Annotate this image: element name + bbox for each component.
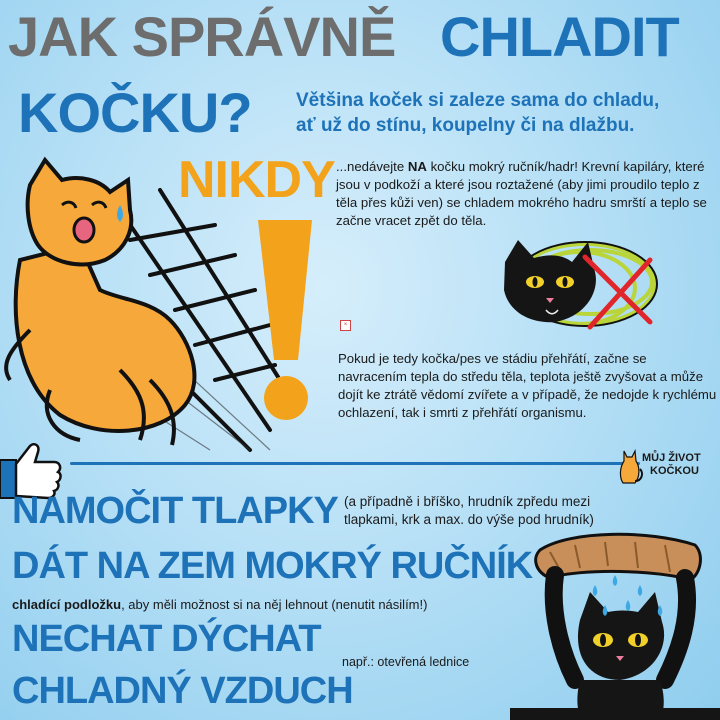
tip1-note: (a případně i bříško, hrudník zpředu mezi tlapkami, krk a max. do výše pod hrudník) [344, 494, 594, 527]
title-part2: CHLADIT [440, 5, 679, 68]
black-cat-cross-illustration [490, 232, 660, 337]
image-placeholder-icon: × [340, 320, 351, 331]
tip2-heading: DÁT NA ZEM MOKRÝ RUČNÍK [12, 545, 533, 587]
subtitle-line2: ať už do stínu, koupelny či na dlažbu. [296, 115, 635, 136]
logo-line2: KOČKOU [650, 465, 699, 477]
tip2-note-bold: chladící podložku [12, 597, 122, 612]
logo-text [642, 452, 718, 478]
tip2-note [12, 597, 427, 612]
cat-logo-icon [618, 447, 644, 487]
warning-p1-bold: NA [407, 159, 427, 174]
black-cat-with-towel-illustration [520, 530, 720, 720]
warning-p1-post: kočku mokrý ručník/hadr! Krevní kapiláry, které jsou v podkoží a které jsou roztažené (aby jimi proudilo teplo z těla přes kůži ven) se chladem mokrého hadru smrští a teplo se začne vracet zpět do těla. [336, 159, 707, 228]
title-part1: JAK SPRÁVNĚ [8, 5, 396, 68]
subtitle [296, 88, 716, 138]
warning-p1-pre: ...nedávejte [336, 159, 408, 174]
nikdy-heading: NIKDY [178, 151, 335, 209]
warning-paragraph-1 [336, 158, 716, 230]
tip1-heading: NAMOČIT TLAPKY [12, 490, 338, 532]
divider-line [70, 462, 640, 465]
title-part3: KOČKU? [18, 81, 252, 144]
tip3-heading-line1: NECHAT DÝCHAT [12, 618, 321, 660]
tip3-note: např.: otevřená lednice [342, 655, 470, 669]
tip3-heading-line2: CHLADNÝ VZDUCH [12, 670, 353, 712]
tip2-note-rest: , aby měli možnost si na něj lehnout (nenutit násilím!) [121, 597, 428, 612]
exclamation-icon [250, 210, 320, 430]
bottom-corner-bar [510, 708, 720, 720]
warning-paragraph-2: Pokud je tedy kočka/pes ve stádiu přehřátí, začne se navracením tepla do středu těla, teplota ještě zvyšovat a může dojít ke ztrátě vědomí zvířete a v případě, že nedojde k rychlému ochlazení, tak i smrti z přehřátí organismu. [338, 351, 717, 420]
logo-line1: MŮJ ŽIVOT [642, 452, 701, 464]
subtitle-line1: Většina koček si zaleze sama do chladu, [296, 90, 660, 111]
